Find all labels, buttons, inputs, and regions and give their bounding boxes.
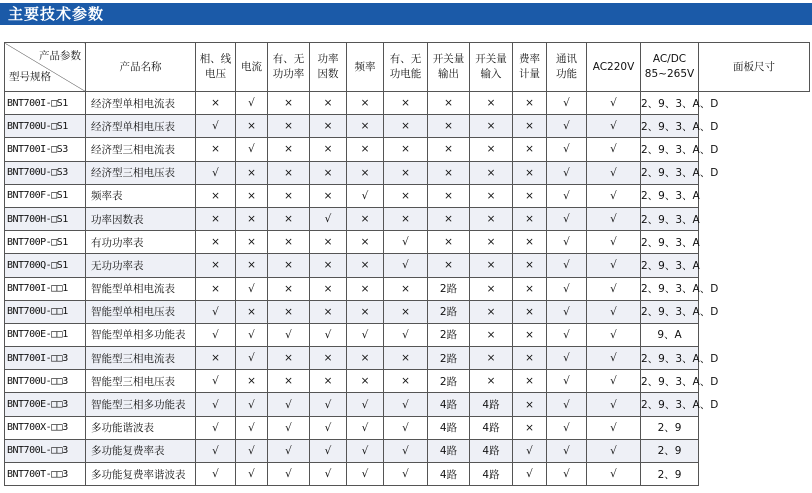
value-cell: ×: [310, 277, 347, 300]
value-cell: ×: [196, 277, 236, 300]
header-model-label: 型号规格: [9, 71, 51, 83]
value-cell: √: [587, 115, 641, 138]
value-cell: ×: [310, 115, 347, 138]
value-cell: 4路: [470, 463, 513, 486]
product-name-cell: 无功功率表: [86, 254, 196, 277]
value-cell: √: [513, 439, 547, 462]
value-cell: √: [384, 463, 428, 486]
value-cell: ×: [513, 207, 547, 230]
value-cell: √: [384, 254, 428, 277]
value-cell: ×: [347, 115, 384, 138]
value-cell: √: [547, 323, 587, 346]
value-cell: √: [587, 277, 641, 300]
value-cell: ×: [347, 347, 384, 370]
value-cell: √: [587, 323, 641, 346]
value-cell: √: [347, 184, 384, 207]
model-cell: BNT700P-□S1: [5, 231, 86, 254]
model-cell: BNT700T-□□3: [5, 463, 86, 486]
value-cell: ×: [268, 370, 310, 393]
value-cell: ×: [470, 184, 513, 207]
value-cell: 2路: [428, 347, 470, 370]
model-cell: BNT700Q-□S1: [5, 254, 86, 277]
value-cell: √: [236, 138, 268, 161]
value-cell: 2、9、3、A: [641, 184, 699, 207]
value-cell: √: [384, 439, 428, 462]
value-cell: √: [547, 92, 587, 115]
value-cell: ×: [513, 254, 547, 277]
value-cell: √: [547, 207, 587, 230]
value-cell: 2、9、3、A、D: [641, 115, 699, 138]
value-cell: ×: [384, 207, 428, 230]
table-row: [5, 115, 810, 138]
value-cell: ×: [310, 161, 347, 184]
value-cell: ×: [196, 92, 236, 115]
value-cell: ×: [470, 347, 513, 370]
value-cell: √: [547, 300, 587, 323]
table-row: [5, 323, 810, 346]
value-cell: √: [587, 138, 641, 161]
model-cell: BNT700I-□□1: [5, 277, 86, 300]
value-cell: ×: [470, 370, 513, 393]
value-cell: ×: [384, 138, 428, 161]
value-cell: 2路: [428, 300, 470, 323]
column-header: 通讯 功能: [547, 43, 587, 92]
value-cell: ×: [196, 138, 236, 161]
value-cell: √: [587, 393, 641, 416]
value-cell: ×: [347, 138, 384, 161]
value-cell: ×: [428, 231, 470, 254]
column-header: 相、线 电压: [196, 43, 236, 92]
value-cell: ×: [513, 138, 547, 161]
header-diagonal-cell: [5, 43, 86, 92]
value-cell: √: [268, 463, 310, 486]
column-header: 有、无 功功率: [268, 43, 310, 92]
value-cell: √: [384, 393, 428, 416]
table-row: [5, 161, 810, 184]
model-cell: BNT700L-□□3: [5, 439, 86, 462]
value-cell: √: [587, 161, 641, 184]
value-cell: 2、9、3、A、D: [641, 347, 699, 370]
product-name-cell: 频率表: [86, 184, 196, 207]
column-header: 开关量 输入: [470, 43, 513, 92]
value-cell: 4路: [470, 416, 513, 439]
value-cell: ×: [384, 115, 428, 138]
value-cell: ×: [384, 347, 428, 370]
value-cell: √: [196, 115, 236, 138]
value-cell: √: [236, 92, 268, 115]
value-cell: √: [347, 416, 384, 439]
value-cell: √: [587, 207, 641, 230]
model-cell: BNT700E-□□1: [5, 323, 86, 346]
model-cell: BNT700I-□S3: [5, 138, 86, 161]
value-cell: √: [236, 463, 268, 486]
title-background: [0, 3, 812, 25]
value-cell: √: [236, 439, 268, 462]
column-header: 开关量 输出: [428, 43, 470, 92]
value-cell: 2、9、3、A: [641, 254, 699, 277]
product-name-cell: 多功能复费率谐波表: [86, 463, 196, 486]
value-cell: ×: [513, 115, 547, 138]
value-cell: ×: [268, 207, 310, 230]
value-cell: ×: [310, 300, 347, 323]
value-cell: ×: [236, 370, 268, 393]
value-cell: √: [384, 323, 428, 346]
value-cell: √: [268, 323, 310, 346]
table-row: [5, 370, 810, 393]
value-cell: ×: [513, 161, 547, 184]
value-cell: ×: [347, 231, 384, 254]
value-cell: 2、9、3、A: [641, 207, 699, 230]
product-name-cell: 功率因数表: [86, 207, 196, 230]
value-cell: √: [310, 439, 347, 462]
column-header: 频率: [347, 43, 384, 92]
value-cell: √: [547, 184, 587, 207]
value-cell: ×: [236, 207, 268, 230]
value-cell: ×: [347, 277, 384, 300]
value-cell: ×: [384, 92, 428, 115]
value-cell: 2路: [428, 277, 470, 300]
value-cell: √: [587, 254, 641, 277]
value-cell: √: [547, 393, 587, 416]
value-cell: ×: [268, 254, 310, 277]
column-header: 有、无 功电能: [384, 43, 428, 92]
value-cell: ×: [310, 184, 347, 207]
value-cell: ×: [310, 347, 347, 370]
value-cell: ×: [428, 184, 470, 207]
column-header: 产品名称: [86, 43, 196, 92]
table-row: [5, 439, 810, 462]
table-row: [5, 347, 810, 370]
value-cell: √: [587, 463, 641, 486]
value-cell: √: [547, 439, 587, 462]
value-cell: ×: [310, 231, 347, 254]
value-cell: √: [547, 277, 587, 300]
value-cell: 2、9、3、A、D: [641, 370, 699, 393]
value-cell: ×: [470, 161, 513, 184]
value-cell: √: [384, 231, 428, 254]
value-cell: 2路: [428, 370, 470, 393]
product-name-cell: 经济型三相电流表: [86, 138, 196, 161]
value-cell: √: [196, 161, 236, 184]
product-name-cell: 经济型单相电压表: [86, 115, 196, 138]
column-header: AC/DC 85~265V: [641, 43, 699, 92]
value-cell: ×: [347, 92, 384, 115]
table-row: [5, 207, 810, 230]
model-cell: BNT700E-□□3: [5, 393, 86, 416]
value-cell: 4路: [470, 393, 513, 416]
value-cell: √: [547, 254, 587, 277]
value-cell: √: [587, 231, 641, 254]
column-header: 电流: [236, 43, 268, 92]
table-row: [5, 393, 810, 416]
product-name-cell: 智能型单相多功能表: [86, 323, 196, 346]
value-cell: 2、9、3、A、D: [641, 393, 699, 416]
value-cell: √: [268, 439, 310, 462]
table-row: [5, 231, 810, 254]
value-cell: ×: [347, 370, 384, 393]
table-row: [5, 92, 810, 115]
value-cell: √: [547, 347, 587, 370]
product-name-cell: 智能型三相电压表: [86, 370, 196, 393]
value-cell: ×: [196, 347, 236, 370]
value-cell: ×: [196, 254, 236, 277]
value-cell: ×: [428, 207, 470, 230]
value-cell: ×: [236, 161, 268, 184]
value-cell: √: [547, 161, 587, 184]
model-cell: BNT700I-□S1: [5, 92, 86, 115]
value-cell: √: [347, 323, 384, 346]
value-cell: √: [384, 416, 428, 439]
value-cell: 2、9: [641, 416, 699, 439]
section-title: 主要技术参数: [8, 5, 105, 23]
value-cell: √: [547, 370, 587, 393]
value-cell: 2、9、3、A、D: [641, 277, 699, 300]
value-cell: ×: [428, 161, 470, 184]
value-cell: √: [268, 393, 310, 416]
model-cell: BNT700H-□S1: [5, 207, 86, 230]
value-cell: √: [268, 416, 310, 439]
value-cell: ×: [513, 416, 547, 439]
table-row: [5, 138, 810, 161]
column-header: AC220V: [587, 43, 641, 92]
spec-table: [4, 42, 810, 486]
value-cell: √: [236, 416, 268, 439]
product-name-cell: 智能型单相电流表: [86, 277, 196, 300]
value-cell: √: [236, 323, 268, 346]
value-cell: 2、9、3、A、D: [641, 300, 699, 323]
value-cell: ×: [513, 300, 547, 323]
value-cell: √: [196, 370, 236, 393]
product-name-cell: 智能型单相电压表: [86, 300, 196, 323]
model-cell: BNT700U-□□1: [5, 300, 86, 323]
value-cell: 4路: [428, 393, 470, 416]
model-cell: BNT700U-□S3: [5, 161, 86, 184]
value-cell: ×: [470, 277, 513, 300]
table-header-row: [5, 43, 810, 92]
table-row: [5, 254, 810, 277]
value-cell: ×: [268, 347, 310, 370]
value-cell: √: [196, 439, 236, 462]
model-cell: BNT700U-□□3: [5, 370, 86, 393]
value-cell: √: [587, 439, 641, 462]
value-cell: √: [513, 463, 547, 486]
value-cell: √: [196, 300, 236, 323]
value-cell: √: [547, 115, 587, 138]
value-cell: 4路: [428, 416, 470, 439]
product-name-cell: 智能型三相多功能表: [86, 393, 196, 416]
value-cell: ×: [347, 300, 384, 323]
value-cell: √: [196, 463, 236, 486]
product-name-cell: 多功能谐波表: [86, 416, 196, 439]
value-cell: √: [587, 370, 641, 393]
value-cell: ×: [196, 207, 236, 230]
value-cell: ×: [513, 277, 547, 300]
product-name-cell: 经济型三相电压表: [86, 161, 196, 184]
header-param-label: 产品参数: [39, 50, 81, 62]
value-cell: 2、9、3、A、D: [641, 92, 699, 115]
value-cell: √: [347, 463, 384, 486]
value-cell: ×: [384, 184, 428, 207]
value-cell: ×: [384, 370, 428, 393]
value-cell: ×: [268, 92, 310, 115]
value-cell: √: [310, 416, 347, 439]
model-cell: BNT700U-□S1: [5, 115, 86, 138]
value-cell: √: [236, 277, 268, 300]
value-cell: ×: [470, 300, 513, 323]
value-cell: ×: [310, 254, 347, 277]
value-cell: ×: [470, 207, 513, 230]
value-cell: ×: [384, 161, 428, 184]
product-name-cell: 智能型三相电流表: [86, 347, 196, 370]
value-cell: ×: [347, 254, 384, 277]
value-cell: 4路: [470, 439, 513, 462]
value-cell: ×: [470, 115, 513, 138]
value-cell: ×: [470, 231, 513, 254]
product-name-cell: 有功功率表: [86, 231, 196, 254]
value-cell: √: [587, 347, 641, 370]
value-cell: ×: [428, 254, 470, 277]
value-cell: ×: [428, 138, 470, 161]
value-cell: √: [587, 184, 641, 207]
table-row: [5, 416, 810, 439]
value-cell: √: [547, 138, 587, 161]
value-cell: ×: [310, 138, 347, 161]
value-cell: √: [196, 393, 236, 416]
table-row: [5, 300, 810, 323]
section-title-bar: [0, 0, 812, 27]
value-cell: ×: [268, 277, 310, 300]
value-cell: ×: [236, 184, 268, 207]
product-name-cell: 经济型单相电流表: [86, 92, 196, 115]
table-row: [5, 277, 810, 300]
value-cell: 2、9: [641, 463, 699, 486]
value-cell: ×: [428, 115, 470, 138]
value-cell: √: [547, 231, 587, 254]
value-cell: ×: [470, 254, 513, 277]
value-cell: √: [310, 207, 347, 230]
value-cell: 2、9、3、A、D: [641, 138, 699, 161]
value-cell: √: [587, 92, 641, 115]
value-cell: ×: [236, 254, 268, 277]
value-cell: ×: [268, 138, 310, 161]
value-cell: √: [196, 416, 236, 439]
value-cell: √: [547, 463, 587, 486]
value-cell: ×: [513, 184, 547, 207]
value-cell: ×: [384, 300, 428, 323]
value-cell: ×: [470, 138, 513, 161]
value-cell: ×: [236, 115, 268, 138]
value-cell: 2、9、3、A、D: [641, 161, 699, 184]
value-cell: √: [347, 439, 384, 462]
value-cell: ×: [347, 161, 384, 184]
model-cell: BNT700F-□S1: [5, 184, 86, 207]
value-cell: ×: [513, 370, 547, 393]
value-cell: ×: [513, 323, 547, 346]
value-cell: ×: [513, 92, 547, 115]
value-cell: √: [236, 347, 268, 370]
value-cell: ×: [196, 231, 236, 254]
product-name-cell: 多功能复费率表: [86, 439, 196, 462]
value-cell: √: [310, 463, 347, 486]
value-cell: √: [310, 393, 347, 416]
model-cell: BNT700X-□□3: [5, 416, 86, 439]
value-cell: ×: [196, 184, 236, 207]
column-header: 功率 因数: [310, 43, 347, 92]
value-cell: ×: [428, 92, 470, 115]
value-cell: 2路: [428, 323, 470, 346]
value-cell: √: [236, 393, 268, 416]
value-cell: ×: [347, 207, 384, 230]
value-cell: ×: [310, 92, 347, 115]
value-cell: √: [587, 416, 641, 439]
value-cell: √: [347, 393, 384, 416]
value-cell: ×: [268, 231, 310, 254]
value-cell: 2、9、3、A: [641, 231, 699, 254]
table-row: [5, 184, 810, 207]
value-cell: 4路: [428, 463, 470, 486]
value-cell: ×: [384, 277, 428, 300]
value-cell: √: [196, 323, 236, 346]
value-cell: 9、A: [641, 323, 699, 346]
value-cell: 4路: [428, 439, 470, 462]
value-cell: ×: [513, 347, 547, 370]
value-cell: ×: [268, 184, 310, 207]
value-cell: ×: [470, 92, 513, 115]
value-cell: 2、9: [641, 439, 699, 462]
value-cell: ×: [513, 231, 547, 254]
value-cell: ×: [470, 323, 513, 346]
table-row: [5, 463, 810, 486]
value-cell: ×: [236, 300, 268, 323]
column-header: 费率 计量: [513, 43, 547, 92]
value-cell: ×: [513, 393, 547, 416]
value-cell: ×: [310, 370, 347, 393]
value-cell: ×: [236, 231, 268, 254]
value-cell: √: [587, 300, 641, 323]
column-header: 面板尺寸: [699, 43, 810, 92]
value-cell: √: [547, 416, 587, 439]
value-cell: ×: [268, 115, 310, 138]
value-cell: ×: [268, 161, 310, 184]
value-cell: √: [310, 323, 347, 346]
value-cell: ×: [268, 300, 310, 323]
model-cell: BNT700I-□□3: [5, 347, 86, 370]
